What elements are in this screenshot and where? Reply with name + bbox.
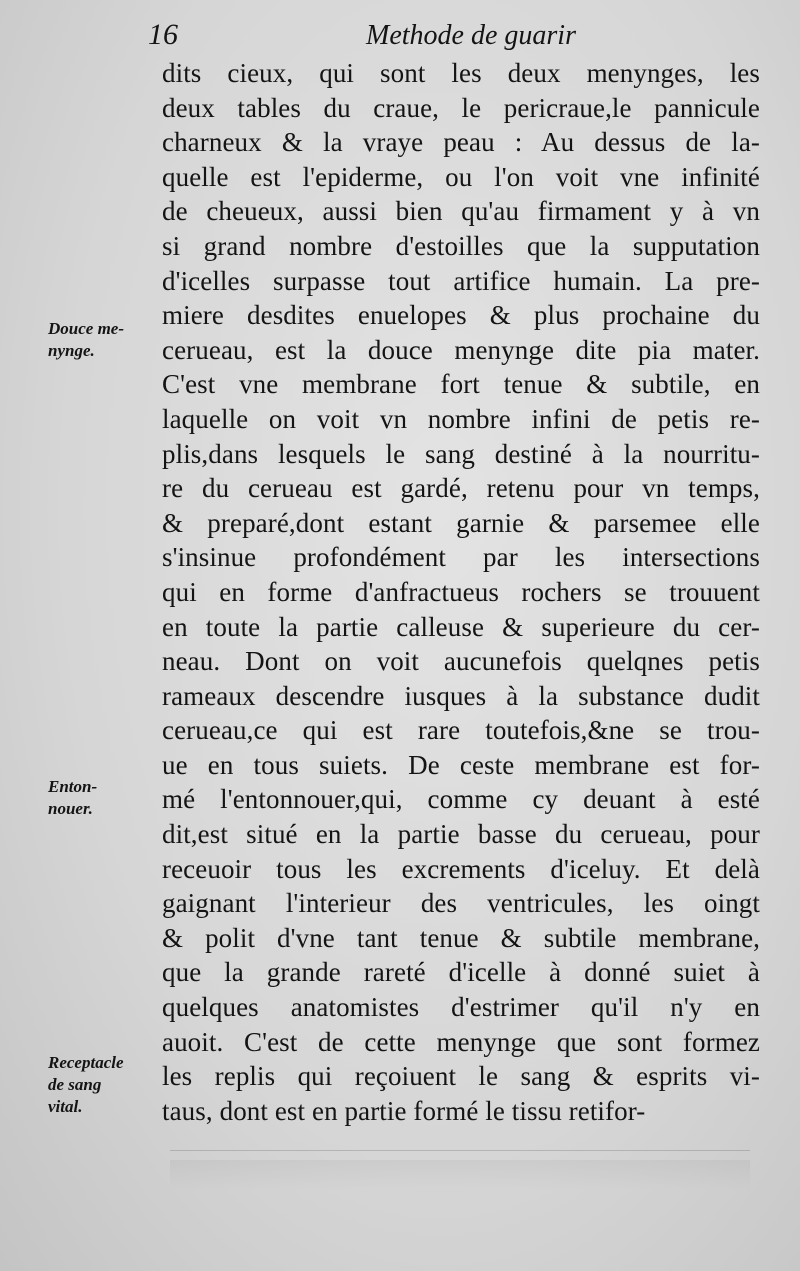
margin-note-line: Douce me- bbox=[48, 319, 125, 338]
text-line: si grand nombre d'estoilles que la supputation bbox=[162, 230, 760, 261]
text-line: ue en tous suiets. De ceste membrane est for- bbox=[162, 749, 760, 780]
text-line: d'icelles surpasse tout artifice humain. La pre- bbox=[162, 265, 760, 296]
text-line: gaignant l'interieur des ventricules, les oingt bbox=[162, 888, 760, 919]
running-head: Methode de guarir bbox=[366, 20, 576, 51]
text-line: quelques anatomistes d'estrimer qu'il n'y en bbox=[162, 992, 760, 1023]
margin-note-line: Enton- bbox=[48, 777, 98, 796]
text-line: neau. Dont on voit aucunefois quelqnes petis bbox=[162, 646, 760, 677]
text-line: quelle est l'epiderme, ou l'on voit vne infinité bbox=[162, 161, 760, 192]
bleed-through-shadow bbox=[170, 1160, 750, 1190]
text-line: dit,est situé en la partie basse du cerueau, pour bbox=[162, 819, 760, 850]
text-line: mé l'entonnouer,qui, comme cy deuant à esté bbox=[162, 784, 760, 815]
text-line: plis,dans lesquels le sang destiné à la nourritu- bbox=[162, 438, 760, 469]
margin-note-line: de sang bbox=[48, 1075, 102, 1094]
body-text bbox=[162, 56, 760, 1128]
text-line: s'insinue profondément par les intersections bbox=[162, 542, 760, 573]
text-line: qui en forme d'anfractueus rochers se trouuent bbox=[162, 576, 760, 607]
margin-note-line: vital. bbox=[48, 1097, 83, 1116]
text-line: re du cerueau est gardé, retenu pour vn temps, bbox=[162, 473, 760, 504]
text-line: charneux & la vraye peau : Au dessus de la- bbox=[162, 127, 760, 158]
text-line: receuoir tous les excrements d'iceluy. Et delà bbox=[162, 853, 760, 884]
margin-note-receptacle bbox=[48, 1052, 160, 1118]
page-header bbox=[148, 14, 748, 54]
margin-note-entonnouer bbox=[48, 776, 160, 820]
page-number: 16 bbox=[148, 18, 178, 51]
text-line: C'est vne membrane fort tenue & subtile, en bbox=[162, 369, 760, 400]
text-line: deux tables du craue, le pericraue,le pannicule bbox=[162, 92, 760, 123]
margin-note-line: nynge. bbox=[48, 341, 95, 360]
text-line: cerueau,ce qui est rare toutefois,&ne se trou- bbox=[162, 715, 760, 746]
text-line: dits cieux, qui sont les deux menynges, les bbox=[162, 58, 760, 88]
text-line: en toute la partie calleuse & superieure du cer- bbox=[162, 611, 760, 642]
margin-note-line: nouer. bbox=[48, 799, 93, 818]
text-line: que la grande rareté d'icelle à donné suiet à bbox=[162, 957, 760, 988]
text-line: cerueau, est la douce menynge dite pia mater. bbox=[162, 334, 760, 365]
text-line: taus, dont est en partie formé le tissu retifor- bbox=[162, 1095, 646, 1126]
margin-note-douce-menynge bbox=[48, 318, 160, 362]
text-line: les replis qui reçoiuent le sang & esprits vi- bbox=[162, 1061, 760, 1092]
margin-note-line: Receptacle bbox=[48, 1053, 124, 1072]
text-line: auoit. C'est de cette menynge que sont formez bbox=[162, 1026, 760, 1057]
text-line: laquelle on voit vn nombre infini de petis re- bbox=[162, 403, 760, 434]
text-line: miere desdites enuelopes & plus prochaine du bbox=[162, 300, 760, 331]
text-line: & preparé,dont estant garnie & parsemee elle bbox=[162, 507, 760, 538]
text-line: & polit d'vne tant tenue & subtile membrane, bbox=[162, 922, 760, 953]
text-line: rameaux descendre iusques à la substance dudit bbox=[162, 680, 760, 711]
page-divider bbox=[170, 1150, 750, 1151]
text-line: de cheueux, aussi bien qu'au firmament y à vn bbox=[162, 196, 760, 227]
